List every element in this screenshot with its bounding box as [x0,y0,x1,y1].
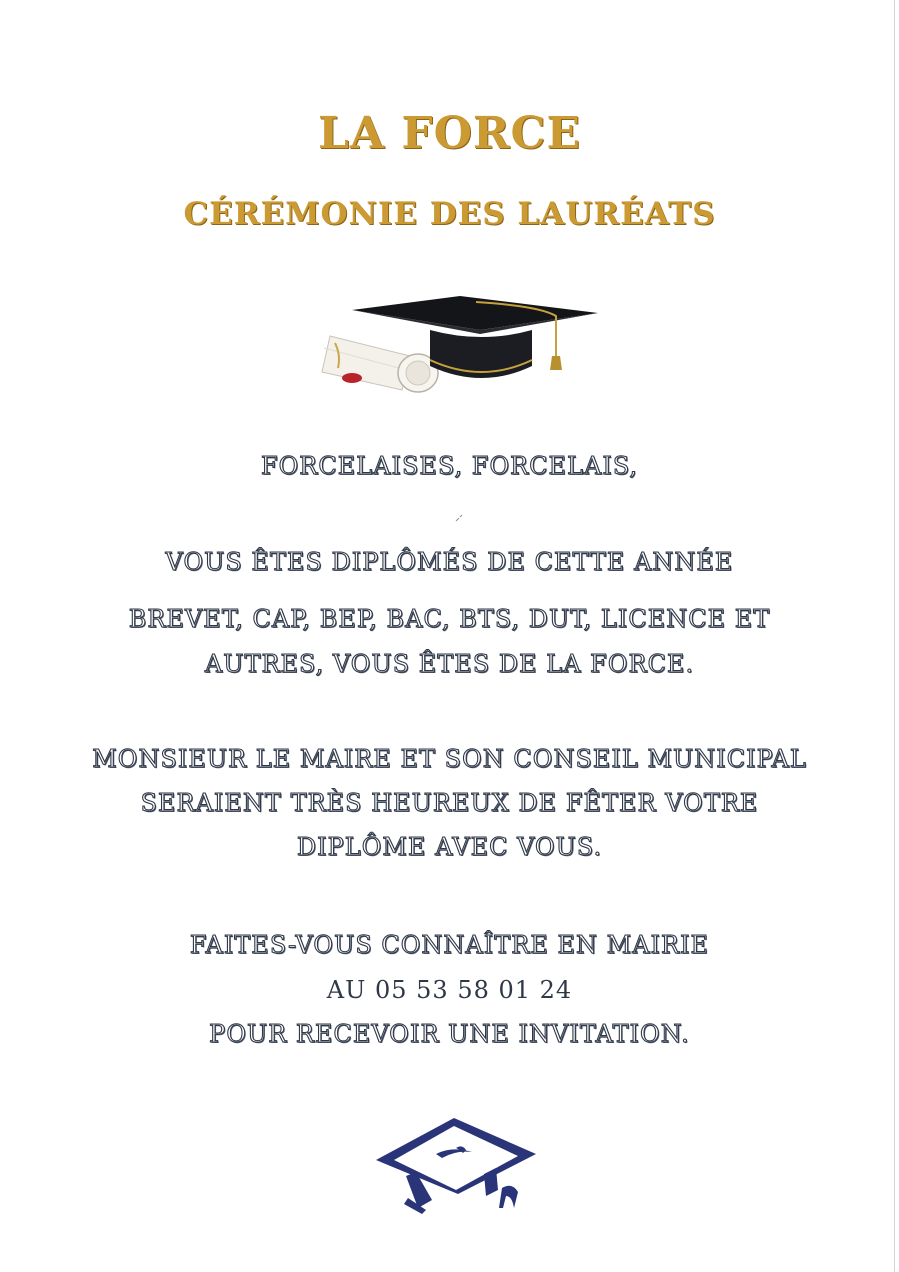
paragraph2-line2: SERAIENT TRÈS HEUREUX DE FÊTER VOTRE [140,789,759,817]
paragraph1-line3: AUTRES, VOUS ÊTES DE LA FORCE. [204,650,695,678]
diploma-scroll-icon [322,336,438,392]
contact-line3: POUR RECEVOIR UNE INVITATION. [209,1020,690,1048]
graduation-cap-diploma-icon [310,288,610,398]
paragraph2-line3: DIPLÔME AVEC VOUS. [296,833,603,861]
paragraph2-line1: MONSIEUR LE MAIRE ET SON CONSEIL MUNICIPAL [92,745,807,773]
page-title: LA FORCE [317,108,582,159]
paragraph1-line1: VOUS ÊTES DIPLÔMÉS DE CETTE ANNÉE [165,548,734,576]
graduation-cap-outline-icon [372,1114,540,1218]
greeting: FORCELAISES, FORCELAIS, [260,452,639,480]
ink-speck [455,514,463,522]
contact-phone: AU 05 53 58 01 24 [326,976,573,1004]
page-edge [894,0,895,1272]
contact-line1: FAITES-VOUS CONNAÎTRE EN MAIRIE [189,931,710,959]
paragraph1-line2: BREVET, CAP, BEP, BAC, BTS, DUT, LICENCE ET [128,605,771,633]
page-subtitle: CÉRÉMONIE DES LAURÉATS [183,196,716,232]
